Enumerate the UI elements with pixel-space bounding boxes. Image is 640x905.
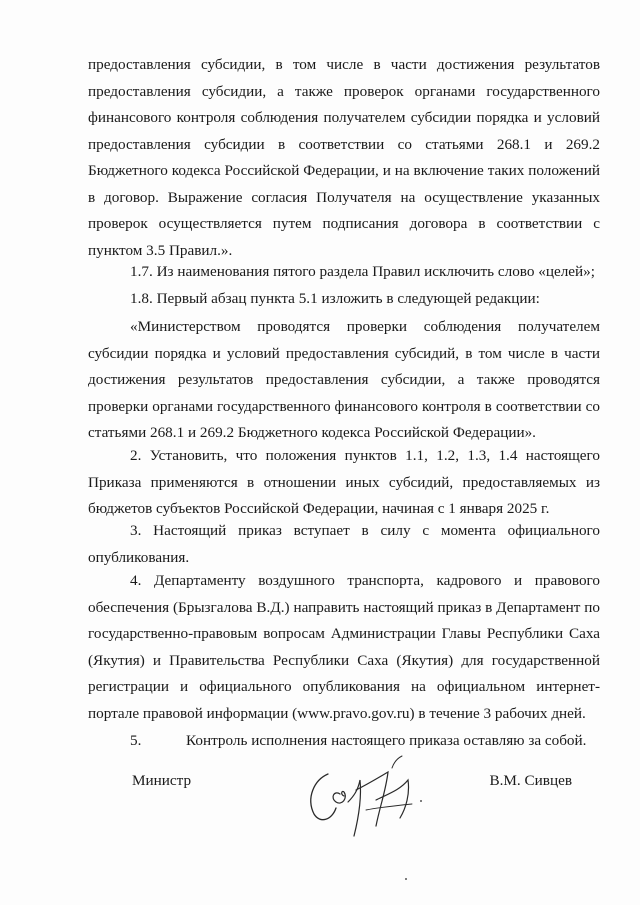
item-1-8: 1.8. Первый абзац пункта 5.1 изложить в следующей редакции: [130, 290, 540, 307]
quote-paragraph-5-1: «Министерством проводятся проверки соблюдения получателем субсидии порядка и условий предоставления субсидий, в том числе в части достижения результатов предоставления субсидии, а также проводятся проверки органами государственного финансового контроля в соответствии со статьями 268.1 и 269.2 Бюджетного кодекса Российской Федерации». [88, 318, 600, 441]
item-4: 4. Департаменту воздушного транспорта, кадрового и правового обеспечения (Брызгалова В.Д.) направить настоящий приказ в Департамент по государственно-правовым вопросам Администрации Главы Республики Саха (Якутия) и Правительства Республики Саха (Якутия) для государственной регистрации и официального опубликования на официальном интернет-портале правовой информации (www.pravo.gov.ru) в течение 3 рабочих дней. [88, 572, 600, 722]
signatory-name: В.М. Сивцев [489, 772, 572, 789]
paragraph-continuation: предоставления субсидии, в том числе в части достижения результатов предоставления субсидии, а также проверок органами государственного финансового контроля соблюдения получателем субсидии порядка и условий предоставления субсидии в соответствии со статьями 268.1 и 269.2 Бюджетного кодекса Российской Федерации, и на включение таких положений в договор. Выражение согласия Получателя на осуществление указанных проверок осуществляется путем подписания договора в соответствии с пунктом 3.5 Правил.». [88, 56, 600, 259]
scan-speck [405, 878, 407, 880]
item-3: 3. Настоящий приказ вступает в силу с момента официального опубликования. [88, 522, 600, 566]
scan-speck [420, 800, 422, 802]
item-5-text: Контроль исполнения настоящего приказа оставляю за собой. [186, 732, 587, 749]
item-1-7: 1.7. Из наименования пятого раздела Правил исключить слово «целей»; [130, 263, 595, 280]
item-2: 2. Установить, что положения пунктов 1.1, 1.2, 1.3, 1.4 настоящего Приказа применяются в отношении иных субсидий, предоставляемых из бюджетов субъектов Российской Федерации, начиная с 1 января 2025 г. [88, 447, 600, 517]
handwritten-signature [296, 750, 436, 840]
signatory-title: Министр [132, 772, 192, 789]
signature-block [88, 768, 600, 848]
item-5-number: 5. [130, 732, 142, 749]
